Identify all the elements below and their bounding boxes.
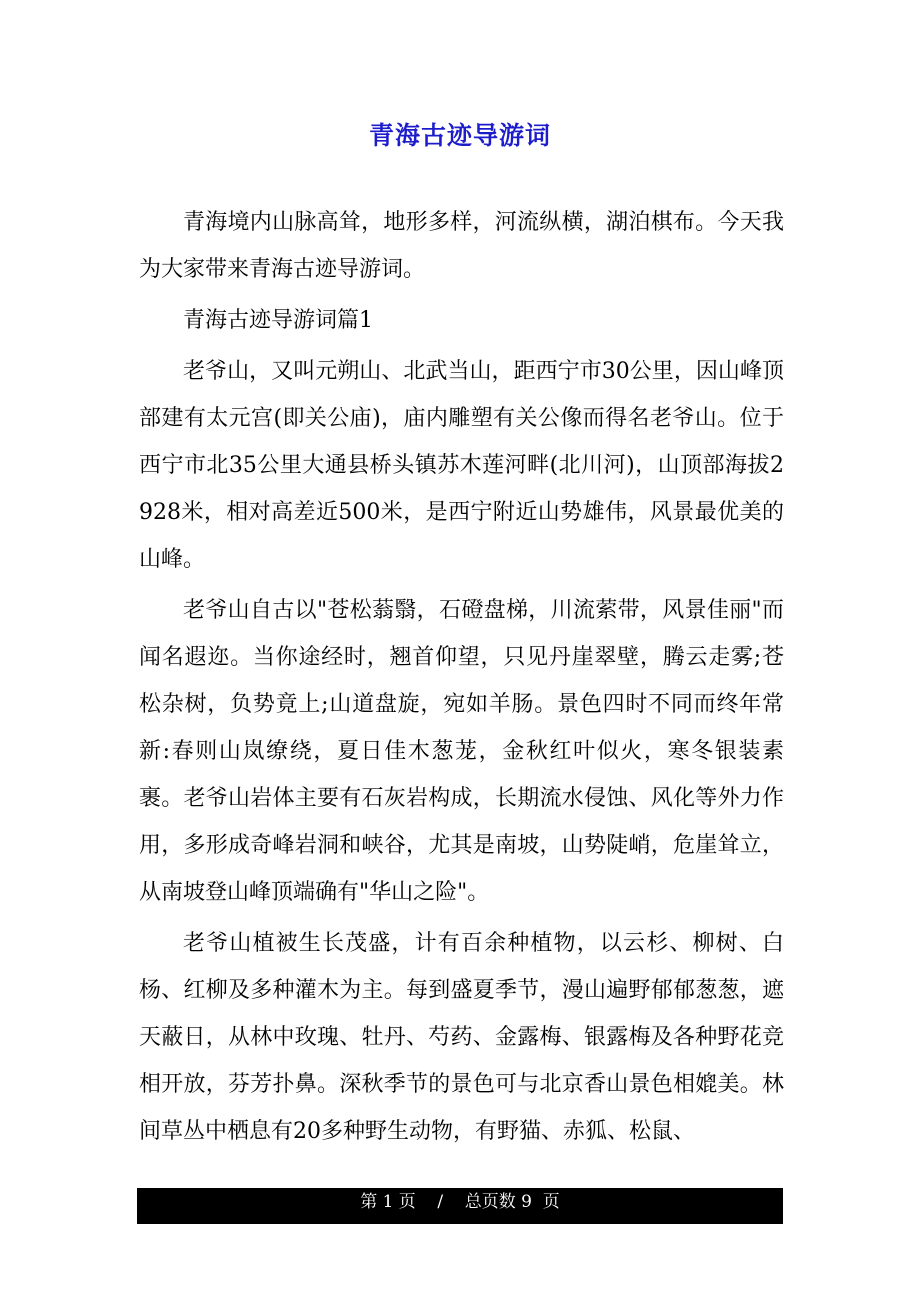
section-heading: 青海古迹导游词篇1 — [183, 308, 373, 333]
document-body — [139, 199, 784, 1159]
paragraph-laoye-overview: 老爷山，又叫元朔山、北武当山，距西宁市30公里，因山峰顶部建有太元宫(即关公庙)，庙内雕塑有关公像而得名老爷山。位于西宁市北35公里大通县桥头镇苏木莲河畔(北川河)，山顶部海拔2928米，相对高差近500米，是西宁附近山势雄伟，风景最优美的山峰。 — [139, 359, 784, 572]
document-title: 青海古迹导游词 — [368, 121, 551, 150]
paragraph-laoye-vegetation: 老爷山植被生长茂盛，计有百余种植物，以云杉、柳树、白杨、红柳及多种灌木为主。每到盛夏季节，漫山遍野郁郁葱葱，遮天蔽日，从林中玫瑰、牡丹、芍药、金露梅、银露梅及各种野花竞相开放，芬芳扑鼻。深秋季节的景色可与北京香山景色相媲美。林间草丛中栖息有20多种野生动物，有野猫、赤狐、松鼠、 — [139, 931, 784, 1144]
page-footer: 第 1 页 / 总页数 9 页 — [137, 1188, 783, 1224]
paragraph-laoye-scenery: 老爷山自古以"苍松蓊翳，石磴盘梯，川流萦带，风景佳丽"而闻名遐迩。当你途经时，翘首仰望，只见丹崖翠壁，腾云走雾;苍松杂树，负势竟上;山道盘旋，宛如羊肠。景色四时不同而终年常新:春则山岚缭绕，夏日佳木葱茏，金秋红叶似火，寒冬银装素裹。老爷山岩体主要有石灰岩构成，长期流水侵蚀、风化等外力作用，多形成奇峰岩洞和峡谷，尤其是南坡，山势陡峭，危崖耸立，从南坡登山峰顶端确有"华山之险"。 — [139, 598, 784, 905]
paragraph-intro: 青海境内山脉高耸，地形多样，河流纵横，湖泊棋布。今天我为大家带来青海古迹导游词。 — [139, 210, 784, 282]
